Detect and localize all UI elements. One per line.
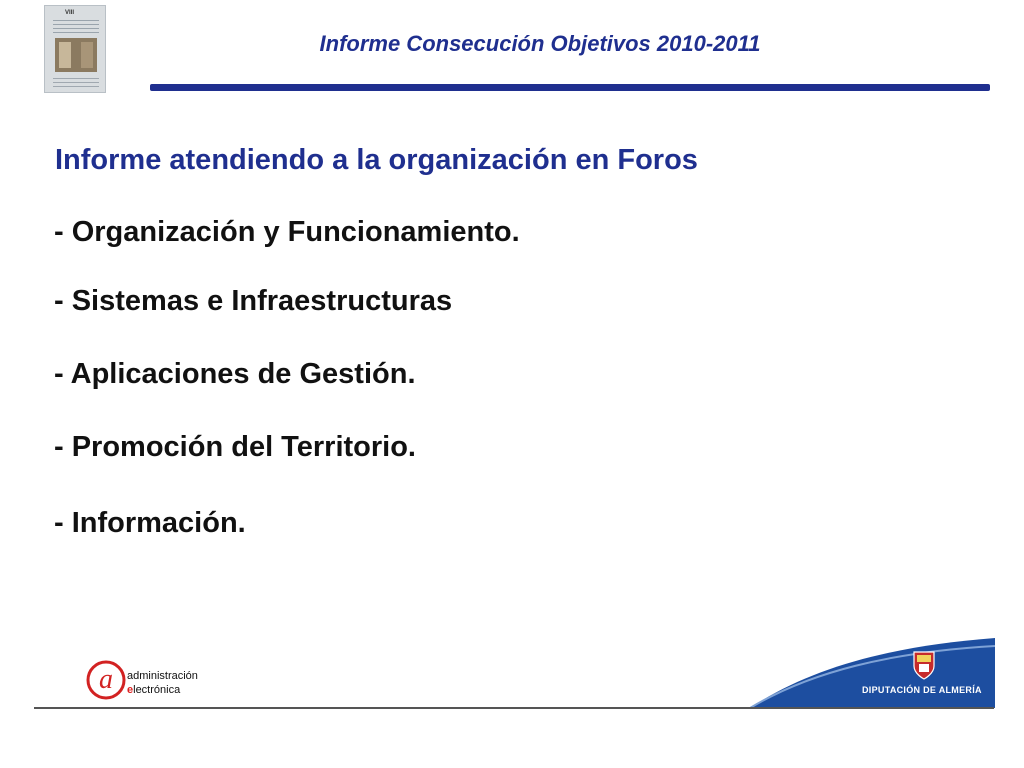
thumbnail-text-lines <box>53 20 99 34</box>
at-sign-icon <box>86 660 126 700</box>
page-title: Informe Consecución Objetivos 2010-2011 <box>319 31 761 56</box>
logo-text-line2 <box>127 684 180 696</box>
header-divider <box>150 84 990 91</box>
coat-of-arms-icon <box>911 650 937 680</box>
logo-e-letter: e <box>127 684 134 696</box>
administracion-electronica-logo <box>86 660 226 706</box>
section-subtitle: Informe atendiendo a la organización en Foros <box>55 144 698 176</box>
event-poster-thumbnail <box>44 5 106 93</box>
list-item: - Organización y Funcionamiento. <box>54 216 520 248</box>
svg-text:a: a <box>99 664 113 695</box>
footer-divider <box>34 707 994 709</box>
list-item: - Promoción del Territorio. <box>54 431 416 463</box>
diputacion-almeria-logo <box>750 638 995 708</box>
list-item: - Aplicaciones de Gestión. <box>54 358 416 390</box>
list-item: - Sistemas e Infraestructuras <box>54 285 453 317</box>
logo-text-line1: administración <box>127 670 198 682</box>
blue-swoosh-shape <box>750 638 995 708</box>
logo-text-line2-rest: lectrónica <box>133 684 181 696</box>
thumbnail-label: VIII <box>65 10 75 16</box>
diputacion-label: DIPUTACIÓN DE ALMERÍA <box>862 685 982 695</box>
thumbnail-building-image <box>55 38 97 72</box>
list-item: - Información. <box>54 507 246 539</box>
thumbnail-footer-lines <box>53 78 99 88</box>
